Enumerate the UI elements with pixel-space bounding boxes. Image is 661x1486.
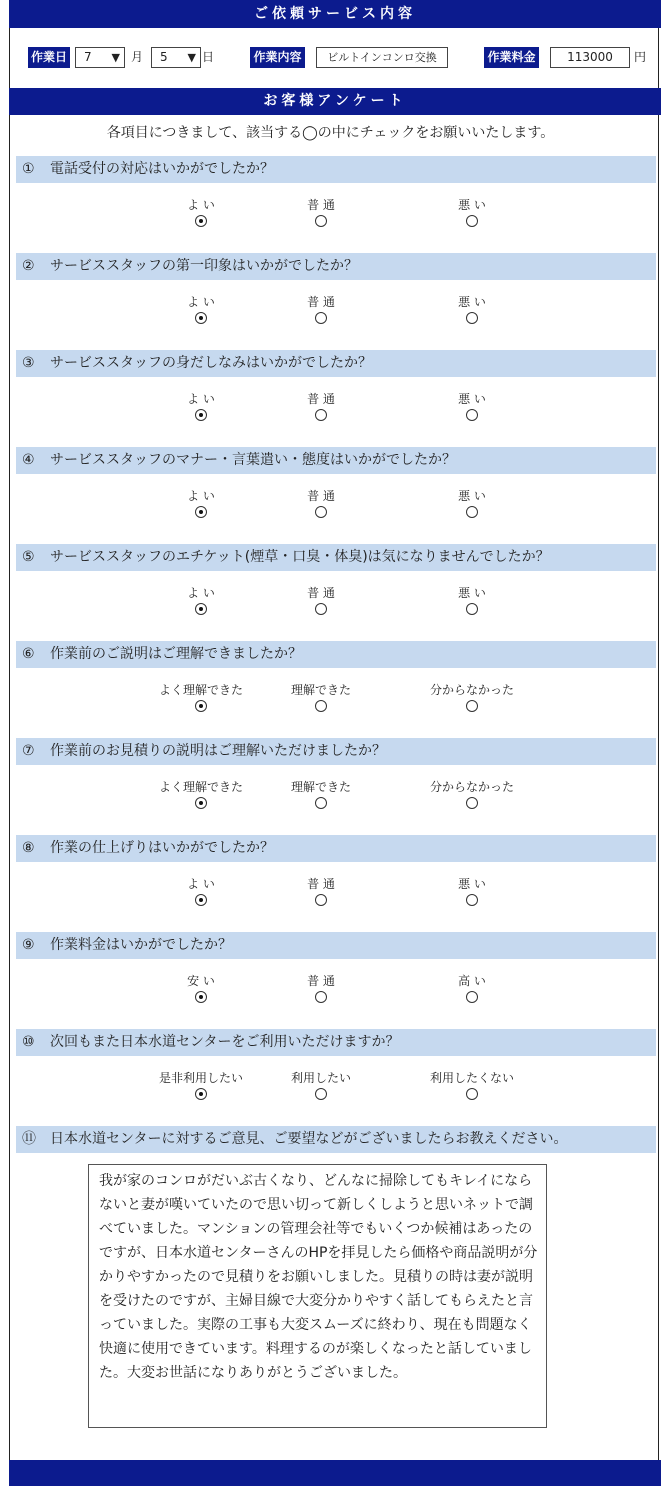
answer-option[interactable] bbox=[412, 973, 532, 1003]
answer-option[interactable] bbox=[261, 197, 381, 227]
radio-checked[interactable] bbox=[195, 312, 207, 324]
question-text: サービススタッフの第一印象はいかがでしたか？ bbox=[50, 258, 358, 274]
fee-unit: 円 bbox=[634, 50, 647, 64]
work-fee-field[interactable]: 113000 bbox=[550, 47, 630, 68]
question-9 bbox=[16, 932, 656, 1019]
answer-option[interactable] bbox=[141, 294, 261, 324]
radio-unchecked[interactable] bbox=[315, 1088, 327, 1100]
radio-unchecked[interactable] bbox=[315, 506, 327, 518]
radio-checked[interactable] bbox=[195, 409, 207, 421]
radio-unchecked[interactable] bbox=[315, 894, 327, 906]
month-value: 7 bbox=[84, 50, 92, 64]
answer-option[interactable] bbox=[141, 973, 261, 1003]
answer-options bbox=[16, 668, 656, 728]
work-date-label: 作業日 bbox=[28, 47, 70, 68]
radio-checked[interactable] bbox=[195, 215, 207, 227]
option-label: 普 通 bbox=[307, 295, 335, 309]
day-unit: 日 bbox=[202, 50, 215, 64]
radio-unchecked[interactable] bbox=[315, 603, 327, 615]
chevron-down-icon: ▼ bbox=[111, 51, 120, 64]
radio-checked[interactable] bbox=[195, 700, 207, 712]
radio-unchecked[interactable] bbox=[466, 797, 478, 809]
question-7 bbox=[16, 738, 656, 825]
option-label: 分からなかった bbox=[429, 780, 514, 794]
option-label: 悪 い bbox=[458, 877, 486, 891]
service-info-row bbox=[0, 45, 661, 71]
option-label: よ い bbox=[187, 489, 215, 503]
answer-option[interactable] bbox=[412, 488, 532, 518]
option-label: 理解できた bbox=[290, 683, 351, 697]
option-label: よ い bbox=[187, 877, 215, 891]
option-label: 理解できた bbox=[290, 780, 351, 794]
comment-textarea[interactable]: 我が家のコンロがだいぶ古くなり、どんなに掃除してもキレイにならないと妻が嘆いていたので思い切って新しくしようと思いネットで調べていました。マンションの管理会社等でもいくつか候補はあったのですが、日本水道センターさんのHPを拝見したら価格や商品説明が分かりやすかったので見積りをお願いしました。見積りの時は妻が説明を受けたのですが、主婦目線で大変分かりやすく話してもらえたと言っていました。実際の工事も大変スムーズに終わり、現在も問題なく快適に使用できています。料理するのが楽しくなったと話していました。大変お世話になりありがとうございました。 bbox=[88, 1164, 547, 1428]
radio-checked[interactable] bbox=[195, 894, 207, 906]
option-label: 悪 い bbox=[458, 586, 486, 600]
answer-options bbox=[16, 474, 656, 534]
question-8 bbox=[16, 835, 656, 922]
radio-unchecked[interactable] bbox=[466, 506, 478, 518]
answer-options bbox=[16, 183, 656, 243]
option-label: よく理解できた bbox=[158, 683, 243, 697]
work-content-field[interactable]: ビルトインコンロ交換 bbox=[316, 47, 448, 68]
answer-option[interactable] bbox=[412, 294, 532, 324]
radio-unchecked[interactable] bbox=[466, 215, 478, 227]
question-text: 日本水道センターに対するご意見、ご要望などがございましたらお教えください。 bbox=[50, 1131, 568, 1147]
radio-unchecked[interactable] bbox=[466, 894, 478, 906]
answer-option[interactable] bbox=[141, 488, 261, 518]
radio-unchecked[interactable] bbox=[466, 312, 478, 324]
answer-option[interactable] bbox=[412, 779, 532, 809]
answer-option[interactable] bbox=[261, 294, 381, 324]
answer-options bbox=[16, 280, 656, 340]
survey-intro: 各項目につきまして、該当する◯の中にチェックをお願いいたします。 bbox=[106, 125, 555, 141]
question-heading bbox=[16, 1126, 656, 1153]
radio-unchecked[interactable] bbox=[315, 409, 327, 421]
answer-option[interactable] bbox=[261, 585, 381, 615]
option-label: 高 い bbox=[458, 974, 486, 988]
option-label: 普 通 bbox=[307, 586, 335, 600]
question-1 bbox=[16, 156, 656, 243]
radio-checked[interactable] bbox=[195, 991, 207, 1003]
radio-unchecked[interactable] bbox=[315, 991, 327, 1003]
question-heading bbox=[16, 156, 656, 183]
answer-option[interactable] bbox=[141, 1070, 261, 1100]
radio-unchecked[interactable] bbox=[466, 991, 478, 1003]
question-heading bbox=[16, 932, 656, 959]
question-10 bbox=[16, 1029, 656, 1116]
work-content-label: 作業内容 bbox=[250, 47, 305, 68]
option-label: 利用したくない bbox=[429, 1071, 514, 1085]
answer-options bbox=[16, 571, 656, 631]
question-4 bbox=[16, 447, 656, 534]
question-heading bbox=[16, 350, 656, 377]
radio-unchecked[interactable] bbox=[466, 409, 478, 421]
answer-option[interactable] bbox=[261, 682, 381, 712]
answer-option[interactable] bbox=[261, 779, 381, 809]
radio-unchecked[interactable] bbox=[315, 312, 327, 324]
answer-option[interactable] bbox=[412, 585, 532, 615]
radio-checked[interactable] bbox=[195, 603, 207, 615]
option-label: 悪 い bbox=[458, 198, 486, 212]
question-text: 作業の仕上げりはいかがでしたか？ bbox=[50, 840, 274, 856]
radio-unchecked[interactable] bbox=[466, 700, 478, 712]
option-label: 普 通 bbox=[307, 877, 335, 891]
radio-checked[interactable] bbox=[195, 1088, 207, 1100]
question-number: ⑥ bbox=[22, 646, 35, 662]
option-label: 分からなかった bbox=[429, 683, 514, 697]
option-label: よ い bbox=[187, 392, 215, 406]
answer-option[interactable] bbox=[412, 197, 532, 227]
question-text: サービススタッフのマナー・言葉遣い・態度はいかがでしたか？ bbox=[50, 452, 456, 468]
radio-unchecked[interactable] bbox=[466, 603, 478, 615]
answer-option[interactable] bbox=[261, 488, 381, 518]
footer-bar bbox=[9, 1460, 661, 1486]
answer-options bbox=[16, 377, 656, 437]
day-value: 5 bbox=[160, 50, 168, 64]
answer-option[interactable] bbox=[412, 876, 532, 906]
question-heading bbox=[16, 253, 656, 280]
option-label: 普 通 bbox=[307, 198, 335, 212]
question-text: 作業前のご説明はご理解できましたか？ bbox=[50, 646, 302, 662]
answer-option[interactable] bbox=[141, 682, 261, 712]
question-heading bbox=[16, 1029, 656, 1056]
question-6 bbox=[16, 641, 656, 728]
radio-unchecked[interactable] bbox=[315, 797, 327, 809]
option-label: 普 通 bbox=[307, 489, 335, 503]
question-5 bbox=[16, 544, 656, 631]
answer-option[interactable] bbox=[261, 876, 381, 906]
question-heading bbox=[16, 544, 656, 571]
option-label: 悪 い bbox=[458, 489, 486, 503]
radio-checked[interactable] bbox=[195, 506, 207, 518]
question-text: 作業前のお見積りの説明はご理解いただけましたか？ bbox=[50, 743, 386, 759]
month-select[interactable] bbox=[75, 47, 125, 68]
work-fee-label: 作業料金 bbox=[484, 47, 539, 68]
question-heading bbox=[16, 641, 656, 668]
question-number: ⑪ bbox=[22, 1131, 36, 1147]
question-number: ③ bbox=[22, 355, 35, 371]
answer-option[interactable] bbox=[412, 682, 532, 712]
question-text: サービススタッフのエチケット(煙草・口臭・体臭)は気になりませんでしたか？ bbox=[50, 549, 550, 565]
option-label: 安 い bbox=[187, 974, 215, 988]
question-text: 作業料金はいかがでしたか？ bbox=[50, 937, 232, 953]
option-label: よ い bbox=[187, 586, 215, 600]
radio-checked[interactable] bbox=[195, 797, 207, 809]
answer-option[interactable] bbox=[141, 876, 261, 906]
option-label: 普 通 bbox=[307, 974, 335, 988]
chevron-down-icon: ▼ bbox=[187, 51, 196, 64]
question-number: ⑨ bbox=[22, 937, 35, 953]
answer-option[interactable] bbox=[261, 391, 381, 421]
question-number: ⑧ bbox=[22, 840, 35, 856]
question-text: 次回もまた日本水道センターをご利用いただけますか？ bbox=[50, 1034, 400, 1050]
question-number: ② bbox=[22, 258, 35, 274]
question-number: ⑤ bbox=[22, 549, 35, 565]
radio-unchecked[interactable] bbox=[466, 1088, 478, 1100]
option-label: 普 通 bbox=[307, 392, 335, 406]
option-label: よ い bbox=[187, 295, 215, 309]
answer-option[interactable] bbox=[141, 391, 261, 421]
radio-unchecked[interactable] bbox=[315, 215, 327, 227]
question-2 bbox=[16, 253, 656, 340]
option-label: よ い bbox=[187, 198, 215, 212]
service-header: ご依頼サービス内容 bbox=[9, 0, 661, 28]
day-select[interactable] bbox=[151, 47, 201, 68]
answer-options bbox=[16, 765, 656, 825]
option-label: 是非利用したい bbox=[158, 1071, 243, 1085]
option-label: 悪 い bbox=[458, 392, 486, 406]
answer-option[interactable] bbox=[141, 585, 261, 615]
answer-options bbox=[16, 862, 656, 922]
answer-option[interactable] bbox=[412, 1070, 532, 1100]
question-heading bbox=[16, 835, 656, 862]
answer-options bbox=[16, 1056, 656, 1116]
question-11 bbox=[16, 1126, 656, 1153]
question-3 bbox=[16, 350, 656, 437]
answer-option[interactable] bbox=[141, 197, 261, 227]
question-number: ⑩ bbox=[22, 1034, 35, 1050]
question-text: サービススタッフの身だしなみはいかがでしたか？ bbox=[50, 355, 372, 371]
question-number: ⑦ bbox=[22, 743, 35, 759]
month-unit: 月 bbox=[131, 50, 144, 64]
answer-option[interactable] bbox=[412, 391, 532, 421]
question-text: 電話受付の対応はいかがでしたか？ bbox=[50, 161, 274, 177]
answer-option[interactable] bbox=[261, 973, 381, 1003]
question-heading bbox=[16, 738, 656, 765]
answer-option[interactable] bbox=[261, 1070, 381, 1100]
answer-option[interactable] bbox=[141, 779, 261, 809]
question-number: ① bbox=[22, 161, 35, 177]
option-label: よく理解できた bbox=[158, 780, 243, 794]
answer-options bbox=[16, 959, 656, 1019]
option-label: 利用したい bbox=[290, 1071, 351, 1085]
question-heading bbox=[16, 447, 656, 474]
radio-unchecked[interactable] bbox=[315, 700, 327, 712]
survey-header: お客様アンケート bbox=[9, 88, 661, 115]
question-number: ④ bbox=[22, 452, 35, 468]
option-label: 悪 い bbox=[458, 295, 486, 309]
